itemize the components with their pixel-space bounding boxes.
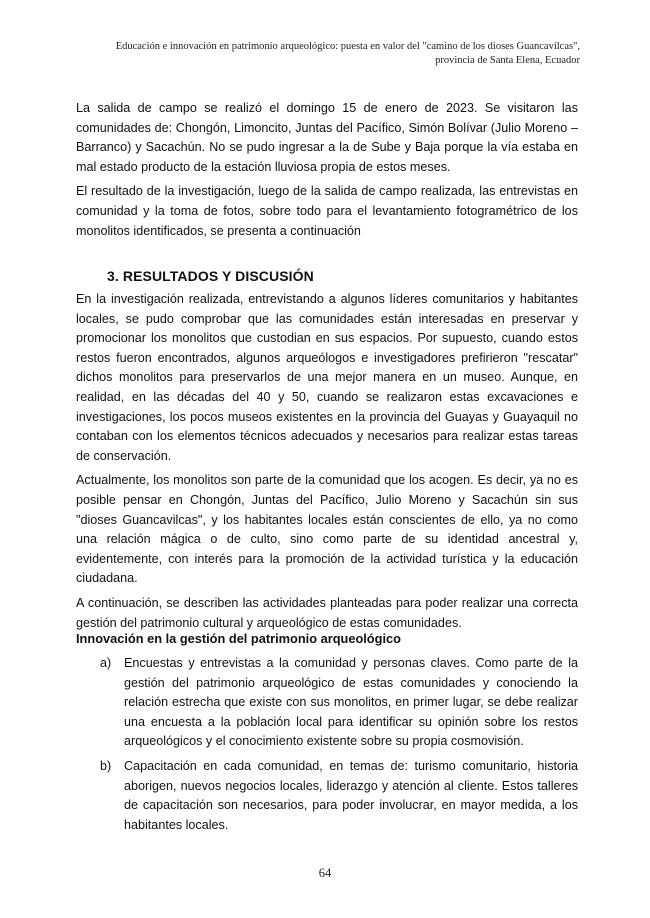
page-number: 64 bbox=[318, 866, 332, 880]
activities-list bbox=[76, 654, 578, 840]
running-header-line-1: Educación e innovación en patrimonio arqueológico: puesta en valor del "camino de los dioses Guancavilcas", bbox=[115, 41, 580, 52]
list-item-marker: a) bbox=[100, 656, 112, 670]
results-section bbox=[76, 290, 578, 638]
paragraph-results-activities: A continuación, se describen las actividades planteadas para poder realizar una correcta gestión del patrimonio cultural y arqueológico de estas comunidades. bbox=[76, 595, 578, 630]
section-heading bbox=[107, 268, 314, 284]
list-item-text: Capacitación en cada comunidad, en temas de: turismo comunitario, historia aborigen, nuevos negocios locales, liderazgo y atención al cliente. Estos talleres de capacitación son necesarios, para poder involucrar, en mayor medida, a los habitantes locales. bbox=[124, 758, 578, 832]
paragraph-fieldwork-result: El resultado de la investigación, luego de la salida de campo realizada, las entrevistas en comunidad y la toma de fotos, sobre todo para el levantamiento fotogramétrico de los monolitos identificados, se presenta a continuación bbox=[76, 184, 578, 238]
paragraph-results-community: Actualmente, los monolitos son parte de la comunidad que los acogen. Es decir, ya no es posible pensar en Chongón, Juntas del Pacífico, Julio Moreno y Sacachún sin sus "dioses Guancavilcas", y los habitantes locales están conscientes de ello, ya no como una relación mágica o de culto, sino como parte de su identidad ancestral y, evidentemente, con interés para la promoción de la actividad turística y la educación ciudadana. bbox=[76, 473, 578, 586]
list-item-marker: b) bbox=[100, 758, 112, 773]
list-item bbox=[76, 654, 578, 752]
list-item bbox=[76, 757, 578, 835]
section-number: 3. bbox=[107, 268, 119, 284]
subheading-innovation: Innovación en la gestión del patrimonio arqueológico bbox=[76, 631, 401, 646]
fieldwork-section bbox=[76, 99, 578, 246]
paragraph-results-research: En la investigación realizada, entrevistando a algunos líderes comunitarios y habitantes locales, se pudo comprobar que las comunidades están interesadas en preservar y promocionar los monolitos que custodian en sus espacios. Por supuesto, cuando estos restos fueron encontrados, algunos arqueólogos e investigadores prefirieron "rescatar" dichos monolitos para preservarlos de una mejor manera en un museo. Aunque, en realidad, en las décadas del 40 y 50, cuando se realizaron estas excavaciones e investigaciones, los pocos museos existentes en la provincia del Guayas y Guayaquil no contaban con los elementos técnicos adecuados y necesarios para realizar estas tareas de conservación. bbox=[76, 292, 578, 463]
section-title: RESULTADOS Y DISCUSIÓN bbox=[122, 268, 314, 284]
paragraph-fieldwork-date: La salida de campo se realizó el domingo 15 de enero de 2023. Se visitaron las comunidades de: Chongón, Limoncito, Juntas del Pacífico, Simón Bolívar (Julio Moreno – Barranco) y Sacachún. No se pudo ingresar a la de Sube y Baja porque la vía estaba en mal estado producto de la estación lluviosa propia de estos meses. bbox=[76, 101, 578, 174]
running-header bbox=[70, 40, 580, 68]
list-item-text: Encuestas y entrevistas a la comunidad y personas claves. Como parte de la gestión del patrimonio arqueológico de estas comunidades y conociendo la relación estrecha que existe con sus monolitos, en primer lugar, se debe realizar una encuesta a la población local para identificar su opinión sobre los restos arqueológicos y el conocimiento existente sobre su propia cosmovisión. bbox=[124, 656, 578, 749]
running-header-line-2: provincia de Santa Elena, Ecuador bbox=[435, 55, 580, 66]
